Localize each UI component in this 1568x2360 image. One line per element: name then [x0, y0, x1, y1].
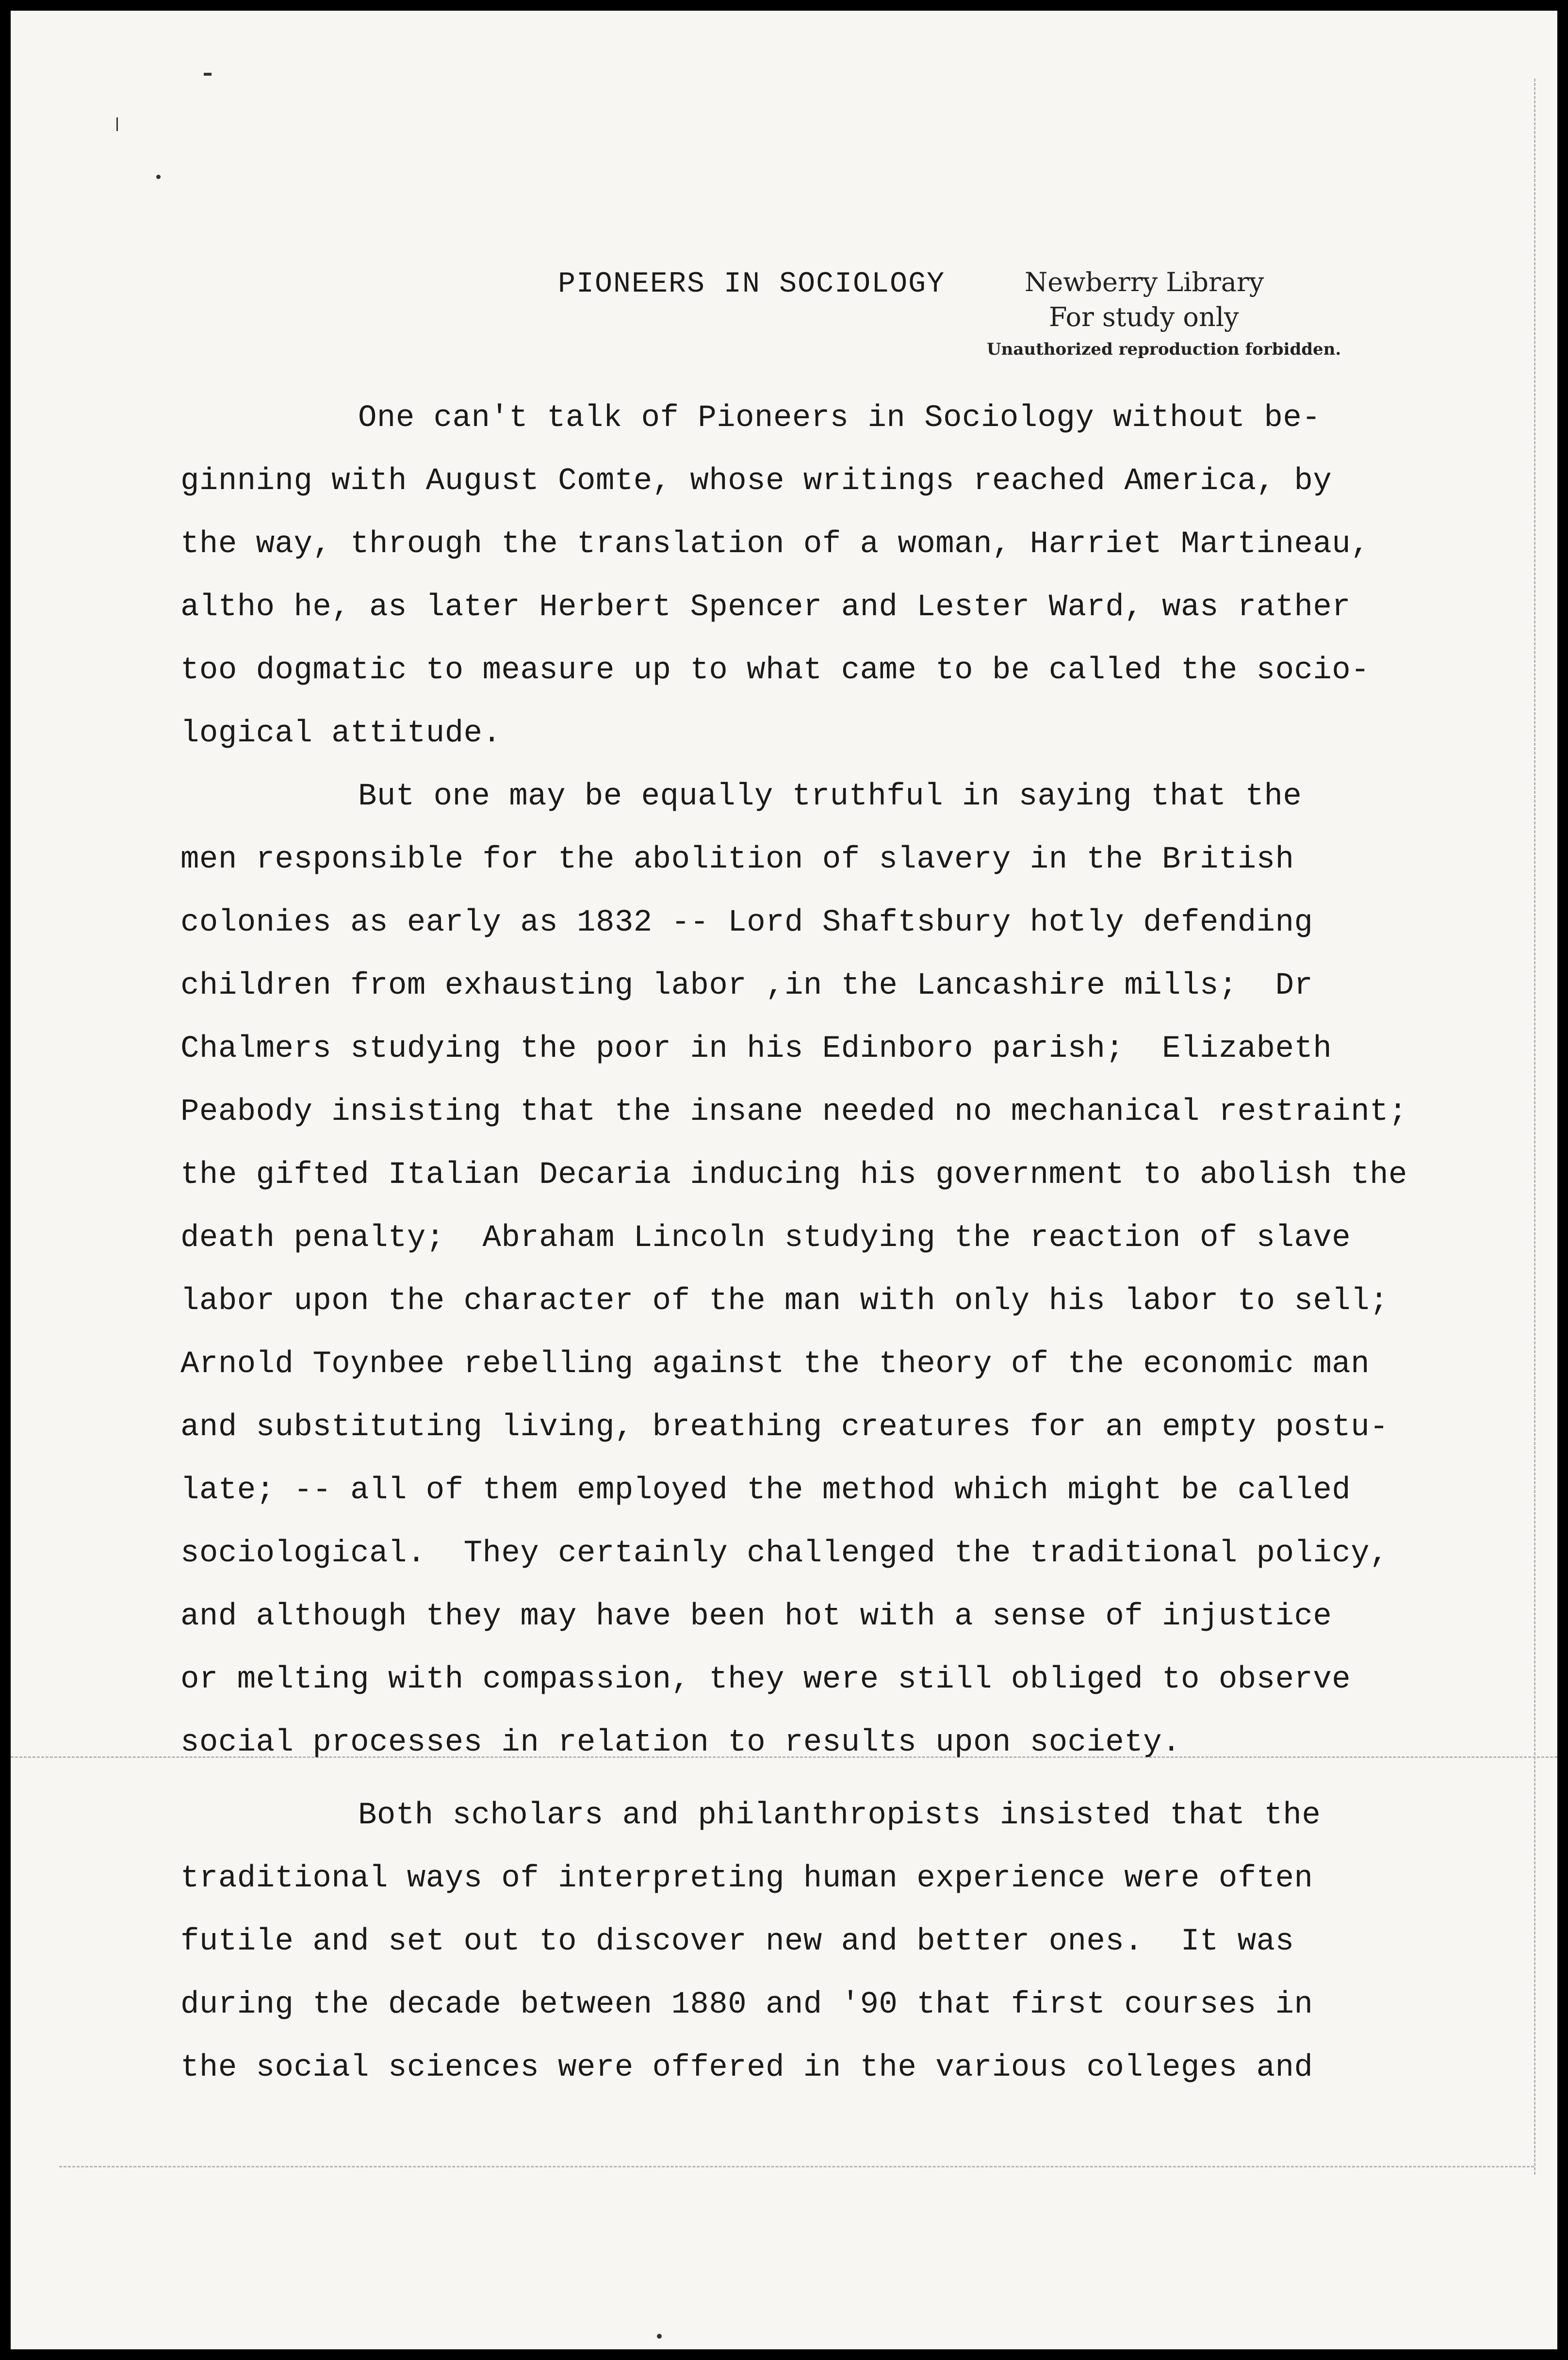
- scan-speck: [204, 73, 212, 76]
- paragraph-line: and substituting living, breathing creatures for an empty postu-: [180, 1410, 1388, 1445]
- paragraph-line: futile and set out to discover new and better ones. It was: [180, 1924, 1294, 1959]
- paragraph-line: labor upon the character of the man with only his labor to sell;: [180, 1284, 1388, 1319]
- paragraph-line: men responsible for the abolition of slavery in the British: [180, 842, 1294, 877]
- paragraph-line: sociological. They certainly challenged the traditional policy,: [180, 1536, 1388, 1571]
- paragraph-line: children from exhausting labor ,in the Lancashire mills; Dr: [180, 968, 1313, 1003]
- paragraph-line: altho he, as later Herbert Spencer and Lester Ward, was rather: [180, 590, 1351, 625]
- paragraph-line: the social sciences were offered in the various colleges and: [180, 2050, 1313, 2085]
- library-stamp-line: Newberry Library: [1025, 267, 1264, 297]
- paragraph-line: the way, through the translation of a woman, Harriet Martineau,: [180, 527, 1370, 562]
- paragraph-line: One can't talk of Pioneers in Sociology without be-: [358, 401, 1321, 436]
- paragraph-line: too dogmatic to measure up to what came to be called the socio-: [180, 653, 1370, 688]
- paragraph-line: Both scholars and philanthropists insisted that the: [358, 1798, 1321, 1833]
- paragraph-line: late; -- all of them employed the method which might be called: [180, 1473, 1351, 1508]
- scan-speck: [156, 175, 161, 179]
- scan-speck: [657, 2334, 662, 2339]
- library-stamp-line: Unauthorized reproduction forbidden.: [987, 340, 1341, 359]
- scan-guide-line: [59, 2166, 1534, 2167]
- document-title: PIONEERS IN SOCIOLOGY: [558, 268, 946, 301]
- paragraph-line: Chalmers studying the poor in his Edinboro parish; Elizabeth: [180, 1032, 1332, 1066]
- paragraph-line: logical attitude.: [180, 716, 502, 751]
- scan-speck: [116, 117, 118, 131]
- paragraph-line: during the decade between 1880 and '90 that first courses in: [180, 1987, 1313, 2022]
- paragraph-line: Arnold Toynbee rebelling against the theory of the economic man: [180, 1347, 1370, 1382]
- library-stamp-line: For study only: [1049, 302, 1239, 332]
- paragraph-line: ginning with August Comte, whose writings reached America, by: [180, 464, 1332, 499]
- paragraph-line: and although they may have been hot with a sense of injustice: [180, 1599, 1332, 1634]
- paragraph-line: colonies as early as 1832 -- Lord Shaftsbury hotly defending: [180, 905, 1313, 940]
- paragraph-line: or melting with compassion, they were still obliged to observe: [180, 1662, 1351, 1697]
- paragraph-line: social processes in relation to results upon society.: [180, 1725, 1181, 1760]
- document-page: [11, 11, 1557, 2349]
- paragraph-line: death penalty; Abraham Lincoln studying the reaction of slave: [180, 1221, 1351, 1256]
- paragraph-line: the gifted Italian Decaria inducing his government to abolish the: [180, 1158, 1407, 1193]
- paragraph-line: But one may be equally truthful in saying that the: [358, 779, 1302, 814]
- paragraph-line: Peabody insisting that the insane needed no mechanical restraint;: [180, 1095, 1407, 1130]
- scan-guide-line: [1534, 79, 1535, 2175]
- paragraph-line: traditional ways of interpreting human experience were often: [180, 1861, 1313, 1896]
